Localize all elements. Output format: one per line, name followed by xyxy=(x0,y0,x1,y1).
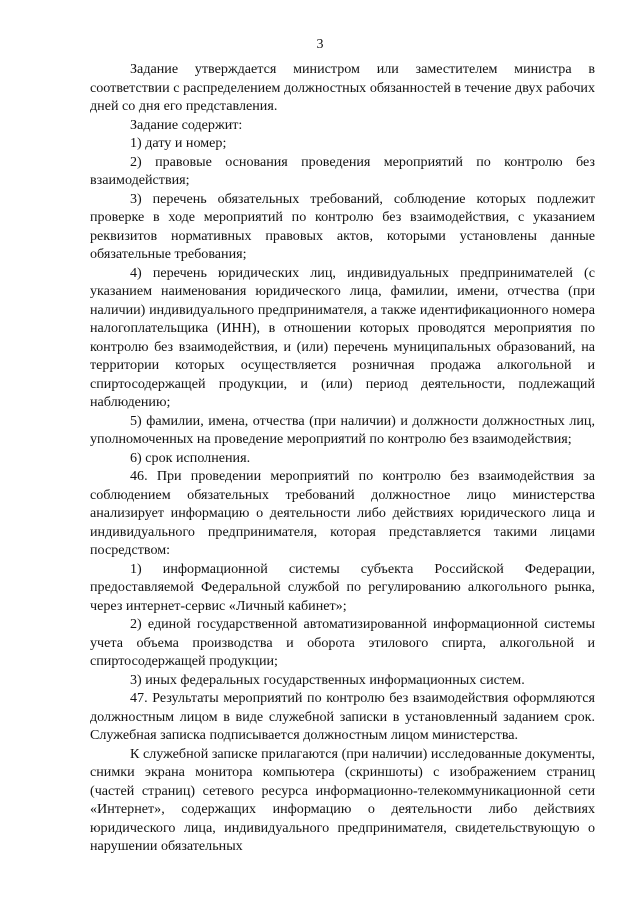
list-item-officials: 5) фамилии, имена, отчества (при наличии) и должности должностных лиц, уполномоченных на проведение мероприятий по контролю без взаимодействия; xyxy=(90,412,595,447)
list-item-date-number: 1) дату и номер; xyxy=(130,135,227,151)
list-item-federal-systems: 3) иных федеральных государственных информационных систем. xyxy=(130,671,525,688)
paragraph-attachments: К служебной записке прилагаются (при наличии) исследованные документы, снимки экрана монитора компьютера (скриншоты) с изображением страниц (частей страниц) сетевого ресурса информационно-телекоммуникационной сети «Интернет», содержащих информацию о деятельности либо действиях юридического лица, индивидуального предпринимателя, свидетельствующую о нарушении обязательных xyxy=(90,745,595,854)
list-item-deadline: 6) срок исполнения. xyxy=(130,449,251,466)
paragraph-46: 46. При проведении мероприятий по контролю без взаимодействия за соблюдением обязательных требований должностное лицо министерства анализирует информацию о деятельности либо действиях юридического лица и индивидуального предпринимателя, которая представляется такими лицами посредством: xyxy=(90,468,595,558)
paragraph-task-contents: Задание содержит: xyxy=(130,116,243,133)
list-item-entities: 4) перечень юридических лиц, индивидуальных предпринимателей (с указанием наименования юридического лица, фамилии, имени, отчества (при наличии) индивидуального предпринимателя, а также идентификационного номера налогоплательщика (ИНН), в отношении которых проводятся мероприятия по контролю без взаимодействия, и (или) перечень муниципальных образований, на территории которых осуществляется розничная продажа алкогольной и спиртосодержащей продукции, и (или) период деятельности, подлежащий наблюдению; xyxy=(90,264,595,410)
page-number: 3 xyxy=(316,37,324,52)
list-item-legal-grounds: 2) правовые основания проведения мероприятий по контролю без взаимодействия; xyxy=(90,153,595,188)
paragraph-47: 47. Результаты мероприятий по контролю без взаимодействия оформляются должностным лицом в виде служебной записки в установленный заданием срок. Служебная записка подписывается должностным лицом министерства. xyxy=(90,690,595,743)
list-item-regional-system: 1) информационной системы субъекта Российской Федерации, предоставляемой Федеральной службой по регулированию алкогольного рынка, через интернет-сервис «Личный кабинет»; xyxy=(90,560,595,614)
list-item-egais: 2) единой государственной автоматизированной информационной системы учета объема производства и оборота этилового спирта, алкогольной и спиртосодержащей продукции; xyxy=(90,616,595,669)
list-item-requirements: 3) перечень обязательных требований, соблюдение которых подлежит проверке в ходе мероприятий по контролю без взаимодействия, с указанием реквизитов нормативных правовых актов, которыми установлены данные обязательные требования; xyxy=(90,190,595,262)
document-body xyxy=(90,60,595,856)
paragraph-approval: Задание утверждается министром или заместителем министра в соответствии с распределением должностных обязанностей в течение двух рабочих дней со дня его представления. xyxy=(90,61,595,114)
